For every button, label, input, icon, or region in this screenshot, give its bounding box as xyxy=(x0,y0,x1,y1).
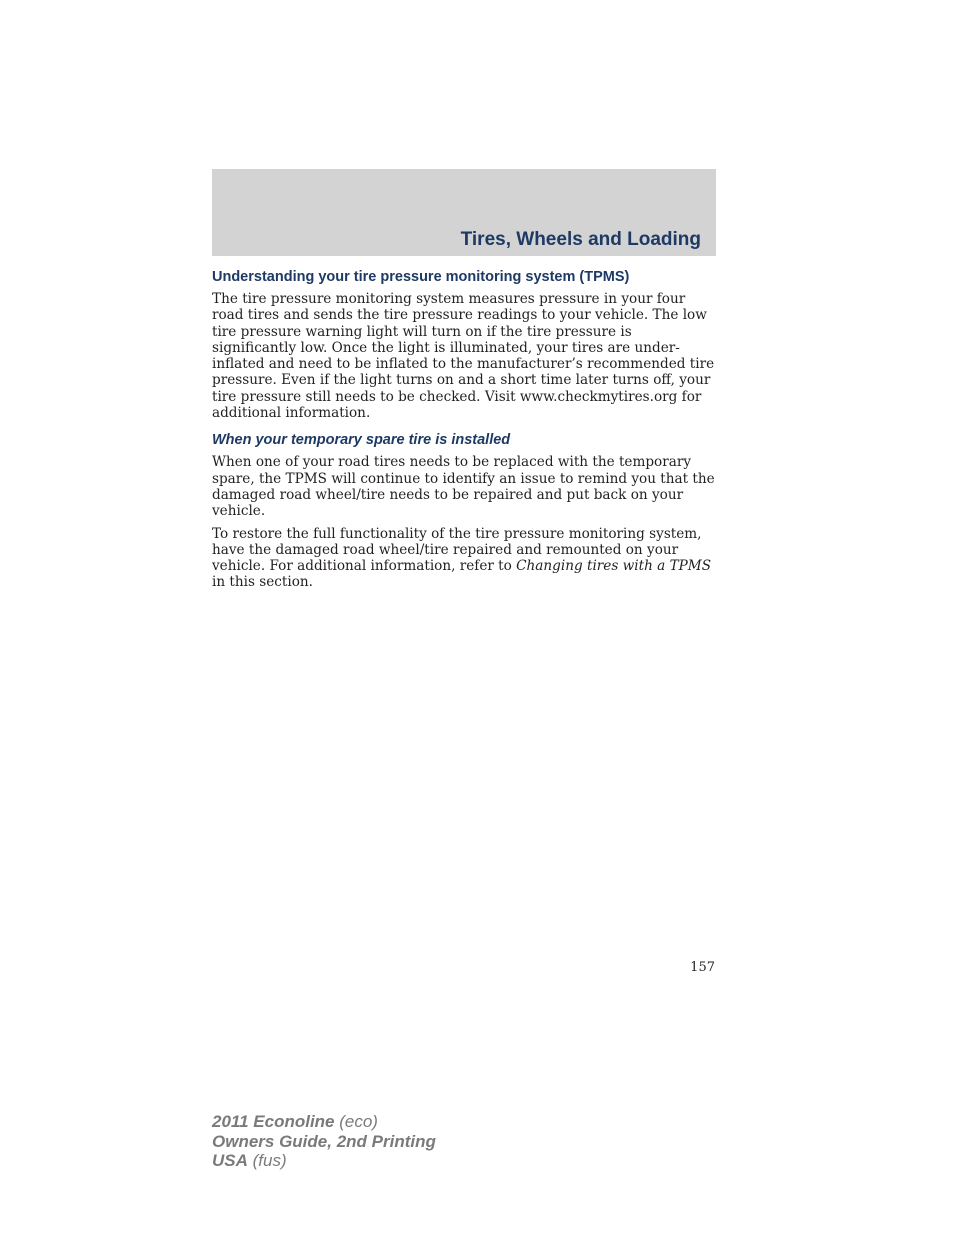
cross-reference-changing-tires: Changing tires with a TPMS xyxy=(516,558,712,575)
page-content xyxy=(212,268,718,597)
tpms-paragraph: The tire pressure monitoring system measures pressure in your four road tires and sends the tire pressure readings to your vehicle. The low tire pressure warning light will turn on if the tire pressure is significantly low. Once the light is illuminated, your tires are under-inflated and need to be inflated to the manufacturer’s recommended tire pressure. Even if the light turns on and a short time later turns off, your tire pressure still needs to be checked. Visit www.checkmytires.org for additional information. xyxy=(212,291,715,422)
footer-line-market xyxy=(212,1151,436,1171)
footer-model-code: (eco) xyxy=(334,1112,378,1131)
footer-line-model xyxy=(212,1112,436,1132)
subsection-heading-spare-tire: When your temporary spare tire is installed xyxy=(212,432,511,449)
footer-model-name: 2011 Econoline xyxy=(212,1112,335,1131)
spare-tire-paragraph-2 xyxy=(212,526,718,591)
paragraph-text-after-reference: in this section. xyxy=(212,574,313,591)
footer-line-guide xyxy=(212,1132,436,1152)
section-heading-tpms: Understanding your tire pressure monitoring system (TPMS) xyxy=(212,269,630,285)
footer-guide-edition: Owners Guide, 2nd Printing xyxy=(212,1131,436,1151)
document-footer xyxy=(212,1112,436,1171)
chapter-title: Tires, Wheels and Loading xyxy=(460,229,701,250)
footer-market-code: (fus) xyxy=(247,1151,287,1170)
chapter-header-band xyxy=(212,169,716,256)
footer-market: USA xyxy=(212,1151,248,1170)
paragraph-text-before-reference: To restore the full functionality of the tire pressure monitoring system, have the damaged road wheel/tire repaired and remounted on your vehicle. For additional information, refer to xyxy=(212,525,702,575)
spare-tire-paragraph-1: When one of your road tires needs to be replaced with the temporary spare, the TPMS will continue to identify an issue to remind you that the damaged road wheel/tire needs to be repaired and put back on your vehicle. xyxy=(212,454,715,520)
page-number: 157 xyxy=(690,960,715,975)
